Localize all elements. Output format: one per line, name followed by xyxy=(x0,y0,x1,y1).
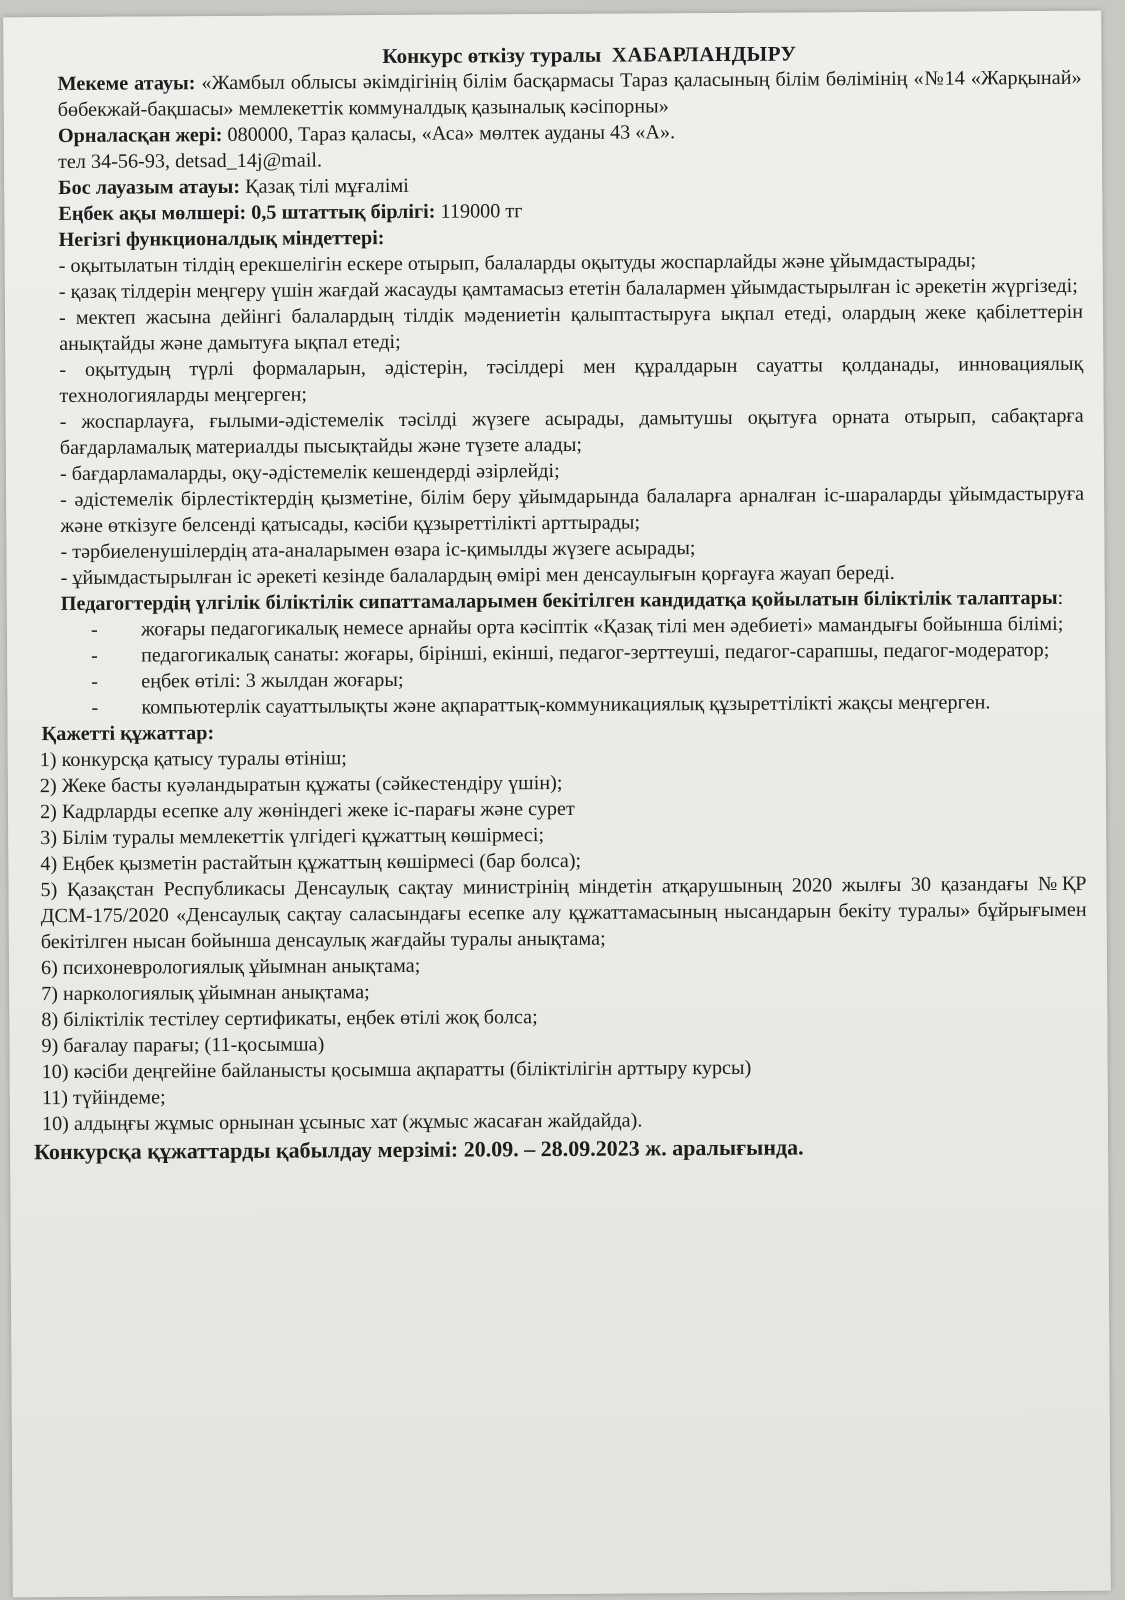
list-item: 2) Кадрларды есепке алу жөніндегі жеке іс-парағы және сурет xyxy=(39,797,575,824)
list-item: - жоғары педагогикалық немесе арнайы орта кәсіптік «Қазақ тілі мен әдебиеті» мамандығы бойынша білімі; xyxy=(90,612,1064,641)
list-item: 4) Еңбек қызметін растайтын құжаттың көшірмесі (бар болса); xyxy=(40,849,582,876)
vacancy-label: Бос лауазым атауы: xyxy=(58,175,241,200)
notice-paper xyxy=(3,11,1111,1598)
vacancy-value: Қазақ тілі мұғалімі xyxy=(245,174,409,198)
organization-row xyxy=(58,65,1082,123)
title-main: ХАБАРЛАНДЫРУ xyxy=(611,41,797,67)
list-item: 5) Қазақстан Республикасы Денсаулық сақтау министрінің міндетін атқарушының 2020 жылғы 30 қазандағы №ҚР ДСМ-175/2020 «Денсаулық сақтау саласындағы есепке алу құжаттамасының нысандарын бекіту туралы» бұйрығымен бекітілген нысан бойынша денсаулық жағдайы туралы анықтама; xyxy=(40,872,1087,954)
notice-content xyxy=(34,39,1088,1165)
list-item: - қазақ тілдерін меңгеру үшін жағдай жасауды қамтамасыз ететін балалармен ұйымдастырылған іс әрекетін жүргізеді; xyxy=(58,274,1078,304)
functions-list xyxy=(59,247,1085,591)
list-item: 1) конкурсқа қатысу туралы өтініш; xyxy=(39,747,347,772)
title-prefix: Конкурс өткізу туралы xyxy=(382,42,602,69)
list-item: 6) психоневрологиялық ұйымнан анықтама; xyxy=(40,954,421,980)
list-item: 10) алдыңғы жұмыс орнынан ұсыныс хат (жұмыс жасаған жайдайда). xyxy=(41,1109,643,1136)
location-label: Орналасқан жері: xyxy=(57,124,223,148)
list-item: - оқытудың түрлі формаларын, әдістерін, тәсілдері мен құралдарын сауатты қолданады, инновациялық технологияларды меңгерген; xyxy=(59,352,1084,408)
list-item: 2) Жеке басты куәландыратын құжаты (сәйкестендіру үшін); xyxy=(39,771,563,798)
list-item: 11) түйіндеме; xyxy=(41,1086,166,1110)
list-item: - педагогикалық санаты: жоғары, бірінші, екінші, педагог-зерттеуші, педагог-сарапшы, педагог-модератор; xyxy=(91,638,1050,667)
contact-row: тел 34-56-93, detsad_14j@mail. xyxy=(58,149,323,174)
list-item: - мектеп жасына дейінгі балалардың тілдік мәдениетін қалыптастыруға ықпал етеді, олардың жеке қабілеттерін анықтайды және дамытуға ықпал етеді; xyxy=(58,300,1084,356)
list-item: 8) біліктілік тестілеу сертификаты, еңбек өтілі жоқ болса; xyxy=(41,1006,538,1032)
list-item: - компьютерлік сауаттылықты және ақпараттық-коммуникациялық құзыреттілікті жақсы меңгерген. xyxy=(91,691,991,719)
list-item: - жоспарлауға, ғылыми-әдістемелік тәсілді жүзеге асырады, дамытушы оқытуға орната отырып, сабақтарға бағдарламалық материалды пысықтайды және түзете алады; xyxy=(59,404,1084,460)
list-item: 10) кәсіби деңгейіне байланысты қосымша ақпаратты (біліктілігін арттыру курсы) xyxy=(41,1056,752,1084)
list-item: - ұйымдастырылған іс әрекеті кезінде балалардың өмірі мен денсаулығын қорғауға жауап береді. xyxy=(60,561,895,590)
organization-value: «Жамбыл облысы әкімдігінің білім басқармасы Тараз қаласының білім бөлімінің «№14 «Жарқынай» бөбекжай-бақшасы» мемлекеттік коммуналдық қазыналық кәсіпорны» xyxy=(57,66,1082,122)
list-item: - әдістемелік бірлестіктердің қызметіне, білім беру ұйымдарында балаларға арналған іс-шараларды ұйымдастыруға және өткізуге белсенді қатысады, кәсіби құзыреттілікті арттырады; xyxy=(60,482,1085,538)
salary-label: Еңбек ақы мөлшері: 0,5 штаттық бірлігі: xyxy=(58,200,436,226)
list-item: - еңбек өтілі: 3 жылдан жоғары; xyxy=(91,668,404,693)
list-item: - бағдарламаларды, оқу-әдістемелік кешендерді әзірлейді; xyxy=(59,459,560,486)
documents-heading: Қажетті құжаттар: xyxy=(41,722,215,746)
documents-list xyxy=(40,741,1088,1137)
requirements-list xyxy=(61,611,1086,721)
location-value: 080000, Тараз қаласы, «Аса» мөлтек ауданы 43 «А». xyxy=(227,121,676,147)
submission-deadline: Конкурсқа құжаттарды қабылдау мерзімі: 20.09. – 28.09.2023 ж. аралығында. xyxy=(34,1134,804,1165)
list-item: - тәрбиеленушілердің ата-аналарымен өзара іс-қимылды жүзеге асырады; xyxy=(60,537,696,564)
functions-heading: Негізгі функционалдық міндеттері: xyxy=(58,227,385,252)
salary-value: 119000 тг xyxy=(440,200,523,223)
requirements-heading: Педагогтердің үлгілік біліктілік сипаттамаларымен бекітілген кандидатқа қойылатын біліктілік талаптары: xyxy=(60,586,1064,616)
list-item: - оқытылатын тілдің ерекшелігін ескере отырып, балаларды оқытуды жоспарлайды және ұйымдастырады; xyxy=(58,249,977,278)
list-item: 9) бағалау парағы; (11-қосымша) xyxy=(41,1033,325,1058)
list-item: 3) Білім туралы мемлекеттік үлгідегі құжаттың көшірмесі; xyxy=(40,824,545,850)
organization-label: Мекеме атауы: xyxy=(57,72,196,96)
list-item: 7) наркологиялық ұйымнан анықтама; xyxy=(41,981,370,1006)
